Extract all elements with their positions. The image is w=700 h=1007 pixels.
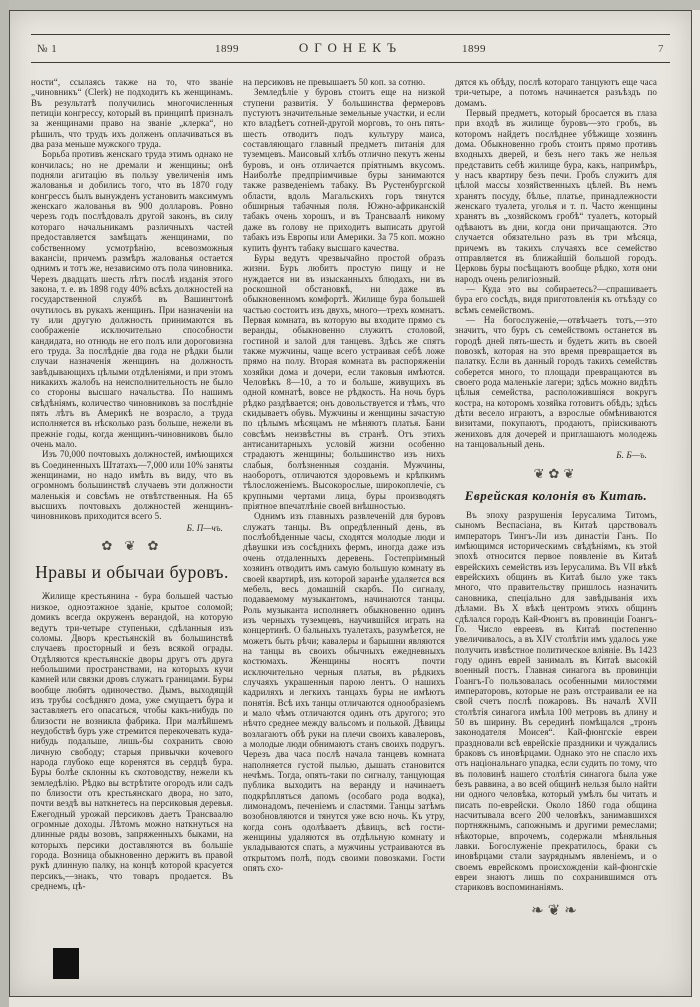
year-left: 1899 <box>215 43 239 55</box>
paragraph: Первый предметъ, который бросается въ глаза при входѣ въ жилище буровъ—это гробъ, въ которомъ найдетъ послѣднее убѣжище хозяинъ дома. Обыкновенно гробъ стоитъ прямо противъ входныхъ дверей, и безъ него такъ же нельзя представить себѣ жилище бура, какъ, напримѣръ, у насъ квартиру безъ печи. Гробъ служитъ для цѣлой массы хозяйственныхъ цѣлей. Въ немъ хранятъ посуду, бѣлье, платье, принадлежности женскаго туалета, уголья и т. п. Часто женщины хранятъ въ „хозяйскомъ гробѣ“ туалетъ, который одѣваютъ въ дни, когда они причащаются. Это случается обязательно разъ въ три мѣсяца, причемъ въ такихъ случаяхъ все семейство отправляется въ ближайшій большой городъ. Церковь буры посѣщаютъ вообще рѣдко, хотя они народъ очень религіозный. <box>455 108 657 284</box>
paragraph: Въ эпоху разрушенія Іерусалима Титомъ, сыномъ Веспасіана, въ Китаѣ царствовалъ императоръ Тингъ-Ли изъ династіи Ганъ. По имѣющимся историческимъ свѣдѣніямъ, къ этой эпохѣ относится первое появленіе въ Китаѣ еврейскихъ семействъ изъ Іерусалима. Въ VII вѣкѣ еврейскихъ общинъ въ Китаѣ было уже такъ много, что правительству пришлось назначить сановника, спеціально для завѣдыванія ихъ дѣлами. Въ X вѣкѣ центромъ этихъ общинъ сдѣлался городъ Кай-Фюнгъ въ провинціи Гоангъ-Го. Число евреевъ въ Китаѣ постепенно увеличивалось, а въ XIV столѣтіи имъ удалось уже получить извѣстное политическое вліяніе. Въ 1423 году одинъ еврей занималъ въ Китаѣ высокій военный постъ. Главная синагога въ провинціи Гоангъ-Го пользовалась особенными милостями императоровъ, которые не разъ отстраивали ее на свой счетъ послѣ пожаровъ. Въ началѣ XVII столѣтія синагога имѣла 100 метровъ въ длину и 50 въ ширину. Въ серединѣ помѣщался „тронъ законодателя Моисея“. Кай-фюнгскіе евреи праздновали всѣ еврейскіе праздники и чуждались браковъ съ иновѣрцами. Однако это не спасло ихъ отъ національнаго упадка, если судить по тому, что въ половинѣ нашего столѣтія синагога была уже безъ раввина, а во всей общинѣ нельзя было найти ни одного человѣка, который умѣлъ бы читать и писать по-еврейски. Около 1860 года община насчитывала всего 200 человѣкъ, занимавшихся портняжнымъ, сапожнымъ и другими ремеслами; нѣкоторые, впрочемъ, содержали мѣняльныя лавки. Богослуженіе прекратилось, браки съ иновѣрцами стали зауряднымъ явленіемъ, и о своемъ еврейскомъ происхожденіи кай-фюнгскіе евреи знаютъ лишь по сохранившимся отъ стариковъ воспоминаніямъ. <box>455 510 657 893</box>
text-columns <box>31 77 670 923</box>
paragraph: — На богослуженіе,—отвѣчаетъ тотъ,—это значитъ, что буръ съ семействомъ останется въ городѣ дней пять-шесть и будетъ жить въ своей повозкѣ, которая на это время превращается въ палатку. Если въ данный городъ такихъ семействъ соберется много, то площади превращаются въ своего рода маленькіе лагери; здѣсь можно видѣть цѣлыя семейства, расположившіяся вокругъ костра, на которомъ хозяйка готовитъ обѣдъ; здѣсь дѣти весело играютъ, а взрослые обмѣниваются визитами, покупаютъ, продаютъ, пріискиваютъ жениховъ для дочерей и приглашаютъ молодежь на танцовальный день. <box>455 314 657 450</box>
page-number: 7 <box>658 43 664 55</box>
paragraph: дятся къ обѣду, послѣ котораго танцуютъ еще часа три-четыре, а потомъ начинается разъѣздъ по домамъ. <box>455 77 657 108</box>
column-1 <box>31 77 233 923</box>
page-body <box>9 10 692 997</box>
paragraph: Изъ 70,000 почтовыхъ должностей, имѣющихся въ Соединенныхъ Штатахъ—7,000 или 10% заняты женщинами, но надо имѣть въ виду, что въ огромномъ большинствѣ случаевъ эти должности маленькія и совсѣмъ не отвѣтственныя. На 65 высшихъ почтовыхъ должностей женщинъ-чиновниковъ приходится всего 5. <box>31 449 233 522</box>
floral-vignette-icon: ❧❦❧ <box>531 900 581 919</box>
paragraph: Буры ведутъ чрезвычайно простой образъ жизни. Буръ любитъ простую пищу и не нуждается ни въ изысканныхъ блюдахъ, ни въ роскошной обстановкѣ, ни даже въ обыкновенномъ комфортѣ. Жилище бура большей частью состоитъ изъ двухъ, много—трехъ комнатъ. Первая комната, въ которую вы входите прямо съ веранды, обыкновенно служитъ столовой, гостиной и залой для танцевъ. Здѣсь же спятъ также мужчины, чаще всего устраивая себѣ ложе прямо на полу. Вторая комната въ распоряженіи хозяйки дома и дочери, если таковыя имѣются. Человѣкъ 8—10, а то и больше, живущихъ въ одной комнатѣ, вовсе не рѣдкость. На ночь буръ рѣдко раздѣвается; онъ довольствуется и тѣмъ, что скидываетъ обувь. Мужчины и женщины зачастую по цѣлымъ мѣсяцамъ не мѣняютъ платья. Бани совсѣмъ неизвѣстны въ странѣ. Отъ этихъ антисанитарныхъ условій жизни особенно страдаютъ женщины; большинство изъ нихъ слабыя, болѣзненныя созданія. Мужчины, наоборотъ, отличаются здоровьемъ и крѣпкимъ тѣлосложеніемъ. Высокорослые, широкоплечіе, съ крупными чертами лица, буры производятъ пріятное впечатлѣніе своей внѣшностью. <box>243 252 445 512</box>
paragraph: на персиковъ не превышаетъ 50 коп. за сотню. <box>243 77 426 87</box>
paragraph: Жилище крестьянина - бура большей частью низкое, одноэтажное зданіе, крытое соломой; домикъ всегда окруженъ верандой, на которую ведутъ три-четыре ступеньки, сдѣланныя изъ соломы. Дворъ крестьянскій въ большинствѣ случаевъ просторный и безъ всякой ограды. Отдѣляются крестьянскіе дворы другъ отъ друга небольшими пространствами, на которыхъ кучи камней или связки дровъ служатъ границами. Буры вообще любятъ одиночество. Дымъ, выходящій изъ трубы сосѣдняго дома, уже смущаетъ бура и заставляетъ его опасаться, чтобы какъ-нибудь по близости не возникла фабрика. При малѣйшемъ неудобствѣ буръ уже стремится перекочевать куда-нибудь подальше, лишь-бы сохранить свою личную свободу; старыя привычки кочевого народа глубоко еще коренятся въ сердцѣ бура. Буры болѣе склонны къ скотоводству, нежели къ земледѣлію. Рѣдко вы встрѣтите огородъ или садъ по близости отъ крестьянскаго двора, но зато, почти вездѣ вы наткнетесь на персиковыя деревья. Ежегодный урожай персиковъ даетъ Трансваалю огромные доходы. Лѣтомъ можно наткнуться на длинные ряды возовъ, запряженныхъ быками, на которыхъ персики доставляются въ большіе города. Возница обыкновенно держитъ въ правой рукѣ длинную палку, на концѣ которой красуется персикъ,—знакъ, что товаръ продается. Въ среднемъ, цѣ- <box>31 591 233 892</box>
author-signature: Б. Б—ъ. <box>616 450 647 461</box>
scan-artifact-black-box <box>53 948 79 979</box>
masthead-title: ОГОНЕКЪ <box>298 40 403 55</box>
year-right: 1899 <box>462 43 486 55</box>
scan-edge-top <box>0 0 700 10</box>
paragraph: — Куда это вы собираетесь?—спрашиваетъ бура его сосѣдъ, видя приготовленія къ отъѣзду со всѣмъ семействомъ. <box>455 283 657 315</box>
column-3 <box>455 77 657 923</box>
column-2 <box>243 77 445 923</box>
issue-number: № 1 <box>37 43 58 55</box>
paragraph: Земледѣліе у буровъ стоитъ еще на низкой ступени развитія. У большинства фермеровъ пустуютъ значительные земельные участки, и если кто владѣетъ сотней-другой морговъ, то онъ пять-шесть отводитъ подъ культуру маиса, составляющаго главный предметъ питанія для туземцевъ. Маисовый хлѣбъ отлично пекутъ жены буровъ, и онъ отличается пріятнымъ вкусомъ. Наиболѣе предпріимчивые буры занимаются также разведеніемъ табаку. Въ Рустенбургской области, вдоль Магальскихъ горъ тянутся обширныя табачныя поля. Южно-африканскій табакъ очень хорошъ, и въ Трансваалѣ никому даже въ голову не приходитъ выписать другой табакъ изъ Европы или Америки. За 75 коп. можно купить фунтъ табаку высшаго качества. <box>243 87 445 253</box>
floral-vignette-icon: ✿ ❦ ✿ <box>101 539 163 555</box>
paragraph: ности“, ссылаясь также на то, что званіе „чиновникъ“ (Clerk) не подходитъ къ женщинамъ. Въ результатѣ получились многочисленныя петиціи конгрессу, который въ принципѣ призналъ за женщинами право на званіе „клерка“, но рѣшилъ, что трудъ ихъ долженъ оплачиваться въ два раза меньше мужского труда. <box>31 77 233 150</box>
author-signature: Б. П—чъ. <box>186 522 223 533</box>
floral-vignette-icon: ❦✿❦ <box>533 466 579 482</box>
paragraph: Однимъ изъ главныхъ развлеченій для буровъ служатъ танцы. Въ опредѣленный день, въ послѣобѣденные часы, сходятся молодые люди и дѣвушки изъ сосѣднихъ фермъ, иногда даже изъ очень отдаленныхъ деревень. Гостепріимный хозяинъ отводитъ имъ самую большую комнату въ своей квартирѣ, изъ которой заранѣе удаляется вся мебель, весь домашній скарбъ. По сигналу, подаваемому музыкантомъ, начинаются танцы. Роль музыканта исполняетъ обыкновенно одинъ изъ черныхъ туземцевъ, научившійся играть на концертинѣ. О бальныхъ туалетахъ, разумѣется, не можетъ быть рѣчи; кавалеры и барышни являются на танцы въ своихъ обычныхъ ежедневныхъ костюмахъ. Женщины носятъ почти исключительно черныя платья, въ рѣдкихъ случаяхъ украшенныя парою лентъ. О нашихъ кадриляхъ и легкихъ танцахъ буры не имѣютъ понятія. Всѣ ихъ танцы отличаются однообразіемъ и мало чѣмъ отличаются одинъ отъ другого; это нѣчто среднее между вальсомъ и полькой. Дѣвицы возлагаютъ обѣ руки на плечи своихъ кавалеровъ, а молодые люди обнимаютъ станъ своихъ подругъ. Черезъ два часа послѣ начала танцевъ комната наполняется густой пылью, дышать становится нечѣмъ. Тогда, опять-таки по сигналу, танцующая публика выходитъ на веранду и начинаетъ подкрѣпляться дапомъ (особаго рода водка), лимонадомъ, печеніемъ и сластями. Танцы затѣмъ возобновляются и тянутся уже всю ночь. Къ утру, когда сонъ одолѣваетъ дѣвицъ, всѣ гости-женщины удаляются въ отдѣльную комнату и укладываются спать, а мужчины устраиваются въ открытомъ полѣ, подъ своими повозками. Гости опять схо- <box>243 511 445 874</box>
scan-edge-left <box>0 0 9 1007</box>
running-head <box>31 34 670 63</box>
article-heading: Еврейская колонія въ Китаѣ. <box>464 488 648 504</box>
paragraph: Борьба противъ женскаго труда этимъ однако не кончилась; но не дремали и женщины; онѣ подняли агитацію въ пользу увеличенія имъ жалованья и добились того, что въ 1870 году конгрессъ былъ вынужденъ установить максимумъ женскаго жалованья въ 900 долларовъ. Ровно черезъ годъ послѣдовалъ другой законъ, въ силу котораго начальникамъ различныхъ частей предоставляется замѣщать женщинами, по собственному усмотрѣнію, всевозможныя вакансіи, причемъ размѣръ жалованья остается однимъ и тотъ же, независимо отъ пола чиновника. Черезъ двадцать шесть лѣтъ послѣ изданія этого закона, т. е. въ 1898 году 40% всѣхъ должностей на государственной службѣ въ Вашингтонѣ очутилось въ рукахъ женщинъ. При назначеніи на ту или другую должность принимаются въ соображеніе исключительно способности кандидата, но отнюдь не его полъ или дороговизна его труда. За послѣдніе два года не рѣдки были случаи назначенія женщинъ на должность завѣдывающихъ цѣлыми отдѣленіями, и при этомъ никакихъ жалобъ на неисполнительность не было со стороны высшаго начальства. По нашимъ свѣдѣніямъ, количество чиновниковъ за послѣдніе пять лѣтъ въ Америкѣ не возрасло, а труда исполняется въ нѣсколько разъ больше, нежели въ прежніе годы, когда женщинъ-чиновниковъ было очень мало. <box>31 149 233 450</box>
article-heading: Нравы и обычаи буровъ. <box>35 562 229 583</box>
